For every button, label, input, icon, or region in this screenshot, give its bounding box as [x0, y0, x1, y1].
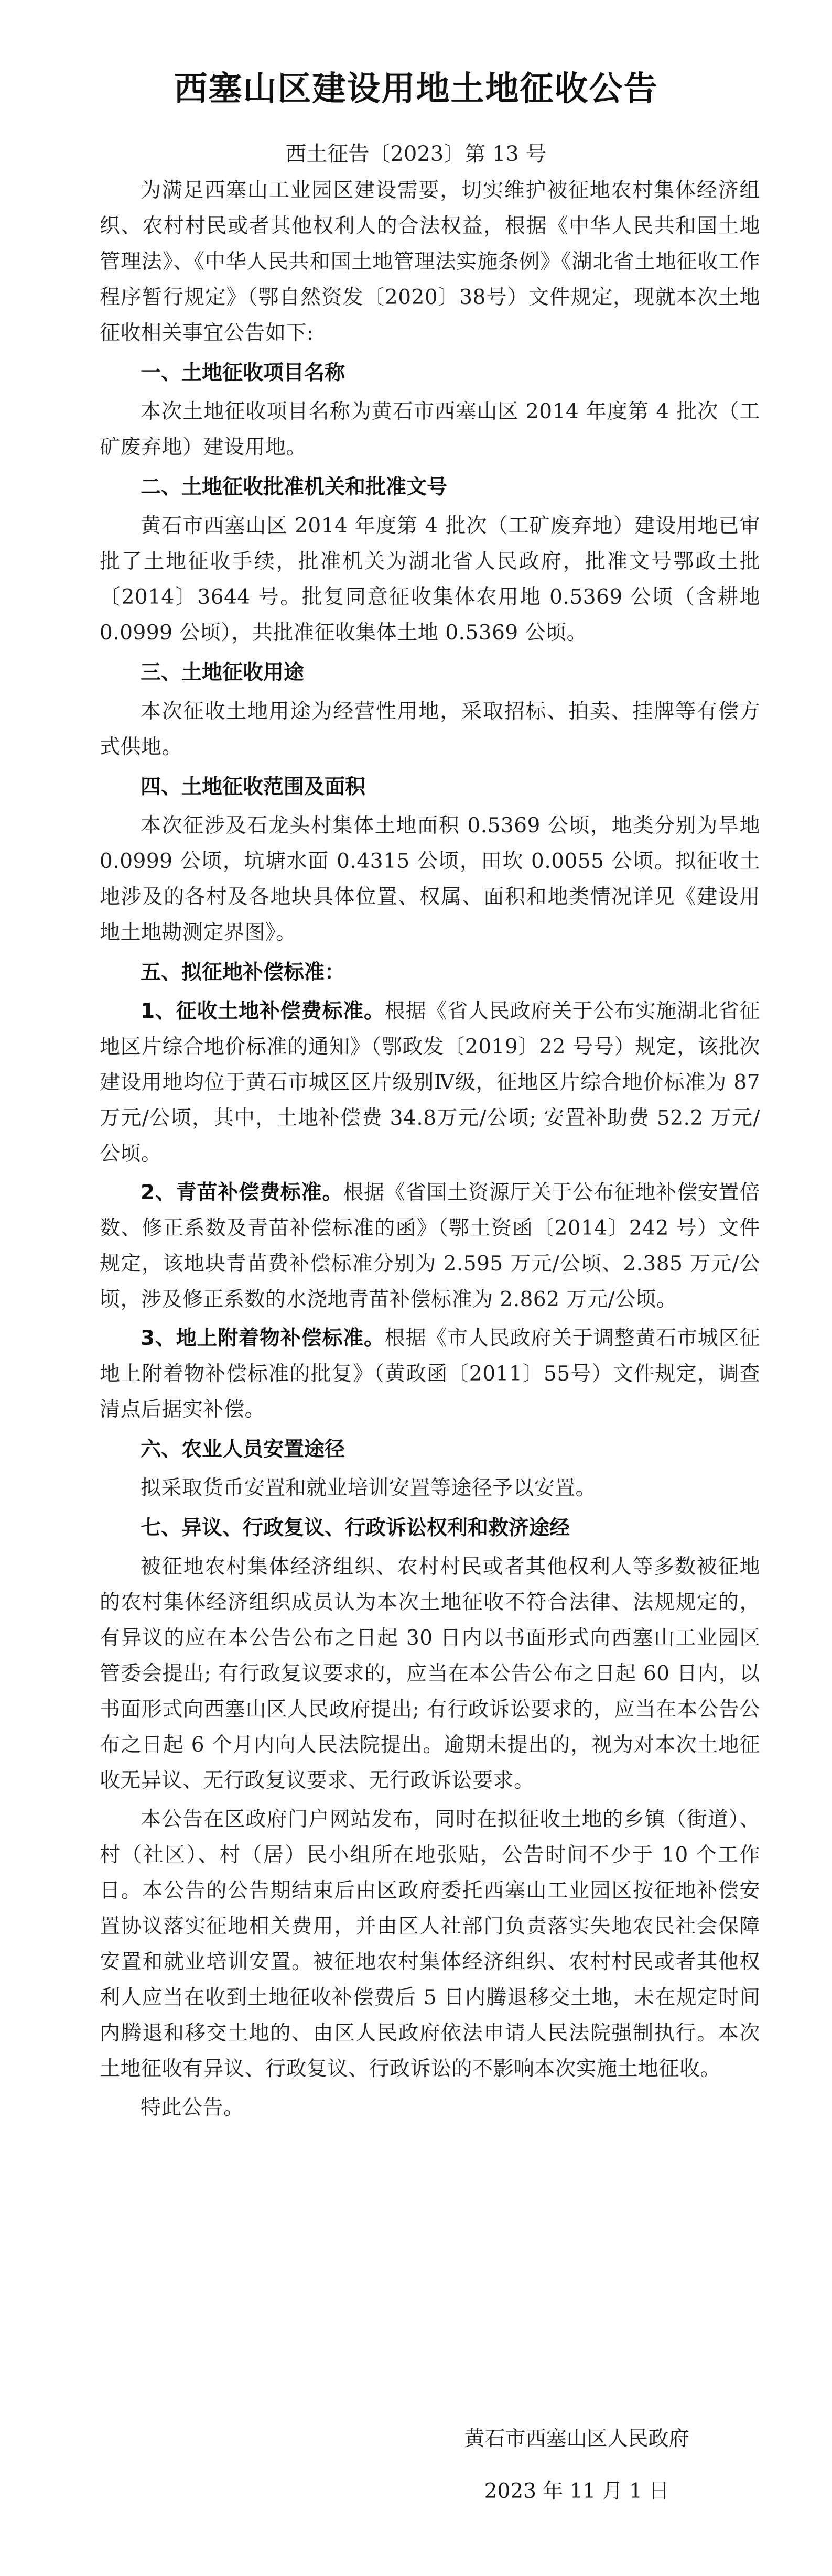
compensation-item-land [100, 994, 760, 1172]
signature-date: 2023 年 11 月 1 日 [484, 2480, 669, 2503]
section-heading-purpose: 三、土地征收用途 [141, 661, 305, 684]
announcement-body [100, 173, 760, 2129]
section-heading-scope-area: 四、土地征收范围及面积 [141, 775, 366, 799]
section-body-resettlement: 拟采取货币安置和就业培训安置等途径予以安置。 [141, 1476, 597, 1500]
section-body-objection-rights: 被征地农村集体经济组织、农村村民或者其他权利人等多数被征地的农村集体经济组织成员认为本次土地征收不符合法律、法规规定的，有异议的应在本公告公布之日起 30 日内以书面形式向西塞山工业园区管委会提出; 有行政复议要求的，应当在本公告公布之日起 60 日内，以书面形式向西塞山区人民政府提出; 有行政诉讼要求的，应当在本公告公布之日起 6 个月内向人民法院提出。逾期未提出的，视为对本次土地征收无异议、无行政复议要求、无行政诉讼要求。 [100, 1555, 760, 1792]
page-title: 西塞山区建设用地土地征收公告 [174, 70, 658, 108]
compensation-item-crops-body: 根据《省国土资源厅关于公布征地补偿安置倍数、修正系数及青苗补偿标准的函》（鄂土资函〔2014〕242 号）文件规定，该地块青苗费补偿标准分别为 2.595 万元/公顷、2.385 万元/公顷，涉及修正系数的水浇地青苗补偿标准为 2.862 万元/公顷。 [100, 1181, 760, 1311]
compensation-item-crops-lead: 2、青苗补偿费标准。 [141, 1181, 343, 1204]
closing-paragraph: 本公告在区政府门户网站发布，同时在拟征收土地的乡镇（街道）、村（社区）、村（居）民小组所在地张贴，公告时间不少于 10 个工作日。本公告的公告期结束后由区政府委托西塞山工业园区按征地补偿安置协议落实征地相关费用，并由区人社部门负责落实失地农民社会保障安置和就业培训安置。被征地农村集体经济组织、农村村民或者其他权利人应当在收到土地征收补偿费后 5 日内腾退移交土地，未在规定时间内腾退和移交土地的、由区人民政府依法申请人民法院强制执行。本次土地征收有异议、行政复议、行政诉讼的不影响本次实施土地征收。 [100, 1808, 760, 2081]
signature-organization: 黄石市西塞山区人民政府 [464, 2427, 689, 2451]
section-heading-compensation: 五、拟征地补偿标准： [141, 961, 345, 984]
compensation-item-attachments [100, 1321, 760, 1428]
ending-line: 特此公告。 [141, 2096, 244, 2120]
section-heading-objection-rights: 七、异议、行政复议、行政诉讼权利和救济途经 [141, 1516, 570, 1540]
section-heading-approval: 二、土地征收批准机关和批准文号 [141, 475, 448, 499]
section-heading-project-name: 一、土地征收项目名称 [141, 361, 345, 385]
compensation-item-crops [100, 1175, 760, 1318]
compensation-item-attachments-body: 根据《市人民政府关于调整黄石市城区征地上附着物补偿标准的批复》（黄政函〔2011〕55号）文件规定，调查清点后据实补偿。 [100, 1327, 760, 1421]
section-body-purpose: 本次征收土地用途为经营性用地，采取招标、拍卖、挂牌等有偿方式供地。 [100, 700, 760, 759]
intro-paragraph: 为满足西塞山工业园区建设需要，切实维护被征地农村集体经济组织、农村村民或者其他权利人的合法权益，根据《中华人民共和国土地管理法》、《中华人民共和国土地管理法实施条例》《湖北省土地征收工作程序暂行规定》（鄂自然资发〔2020〕38号）文件规定，现就本次土地征收相关事宜公告如下: [100, 179, 760, 345]
compensation-item-land-body: 根据《省人民政府关于公布实施湖北省征地区片综合地价标准的通知》（鄂政发〔2019〕22 号号）规定，该批次建设用地均位于黄石市城区区片级别Ⅳ级，征地区片综合地价标准为 87 万元/公顷，其中，土地补偿费 34.8万元/公顷; 安置补助费 52.2 万元/公顷。 [100, 999, 760, 1166]
compensation-item-land-lead: 1、征收土地补偿费标准。 [141, 999, 385, 1023]
section-heading-resettlement: 六、农业人员安置途径 [141, 1438, 345, 1461]
document-number: 西土征告〔2023〕第 13 号 [285, 142, 547, 166]
section-body-project-name: 本次土地征收项目名称为黄石市西塞山区 2014 年度第 4 批次（工矿废弃地）建设用地。 [100, 400, 760, 459]
section-body-scope-area: 本次征涉及石龙头村集体土地面积 0.5369 公顷，地类分别为旱地 0.0999 公顷，坑塘水面 0.4315 公顷，田坎 0.0055 公顷。拟征收土地涉及的各村及各地块具体位置、权属、面积和地类情况详见《建设用地土地勘测定界图》。 [100, 814, 760, 944]
section-body-approval: 黄石市西塞山区 2014 年度第 4 批次（工矿废弃地）建设用地已审批了土地征收手续，批准机关为湖北省人民政府，批准文号鄂政土批〔2014〕3644 号。批复同意征收集体农用地 0.5369 公顷（含耕地 0.0999 公顷），共批准征收集体土地 0.5369 公顷。 [100, 514, 760, 645]
compensation-item-attachments-lead: 3、地上附着物补偿标准。 [141, 1327, 385, 1350]
